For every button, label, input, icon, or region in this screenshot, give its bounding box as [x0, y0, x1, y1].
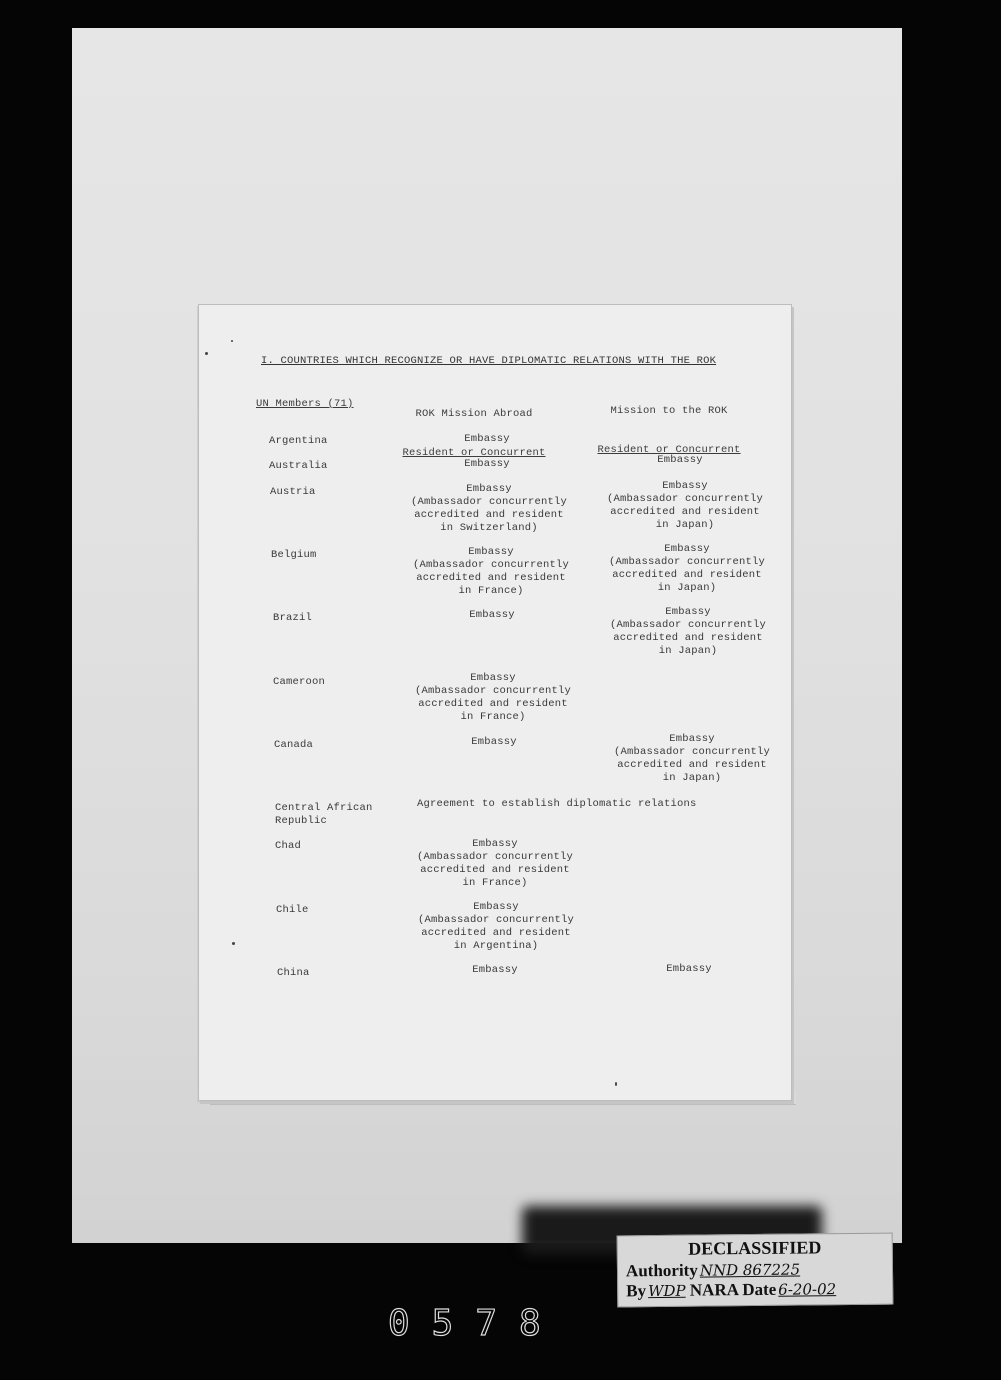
rok-mission-cell: Embassy — [464, 433, 510, 445]
stamp-nara-label: NARA Date — [689, 1279, 777, 1300]
header-un-members: UN Members (71) — [256, 398, 354, 410]
stamp-authority-value: NND 867225 — [699, 1260, 801, 1280]
section-title: I. COUNTRIES WHICH RECOGNIZE OR HAVE DIPLOMATIC RELATIONS WITH THE ROK — [261, 355, 717, 367]
stamp-authority-line — [626, 1260, 800, 1282]
stamp-date-value: 6-20-02 — [778, 1280, 837, 1299]
film-speck — [205, 352, 208, 355]
stamp-by-value: WDP — [647, 1281, 686, 1301]
country-cell: Chad — [275, 840, 302, 852]
country-cell: Belgium — [271, 549, 317, 561]
rok-mission-cell: Embassy (Ambassador concurrently accredited and resident in France) — [412, 546, 570, 597]
rok-mission-cell: Embassy (Ambassador concurrently accredited and resident in France) — [416, 838, 574, 889]
header-mission-to-rok-line2: Resident or Concurrent — [597, 444, 741, 456]
rok-mission-cell: Embassy — [471, 736, 517, 748]
mission-to-rok-cell: Embassy — [666, 963, 712, 975]
mission-to-rok-cell: Embassy — [657, 454, 703, 466]
film-speck — [231, 340, 233, 342]
country-cell: Central African Republic — [275, 802, 373, 827]
country-cell: Argentina — [269, 435, 328, 447]
mission-to-rok-cell: Embassy (Ambassador concurrently accredited and resident in Japan) — [608, 543, 766, 594]
film-speck — [232, 942, 235, 945]
header-rok-mission-line2: Resident or Concurrent — [402, 447, 546, 459]
country-cell: Cameroon — [273, 676, 326, 688]
document-sheet — [198, 304, 792, 1101]
rok-mission-cell: Embassy (Ambassador concurrently accredited and resident in France) — [414, 672, 572, 723]
rok-mission-cell: Embassy — [469, 609, 515, 621]
country-cell: Austria — [270, 486, 316, 498]
rok-mission-cell: Embassy (Ambassador concurrently accredited and resident in Argentina) — [417, 901, 575, 952]
film-speck — [615, 1082, 617, 1086]
rok-mission-cell: Embassy (Ambassador concurrently accredited and resident in Switzerland) — [410, 483, 568, 534]
header-mission-to-rok — [569, 379, 769, 483]
country-cell: Australia — [269, 460, 328, 472]
country-cell: Chile — [276, 904, 309, 916]
stamp-by-label: By — [626, 1281, 647, 1301]
rok-mission-cell: Embassy — [472, 964, 518, 976]
header-mission-to-rok-line1: Mission to the ROK — [610, 405, 728, 417]
header-rok-mission-line1: ROK Mission Abroad — [415, 408, 533, 420]
rok-mission-cell: Embassy — [464, 458, 510, 470]
stamp-authority-label: Authority — [625, 1260, 698, 1281]
mission-to-rok-cell: Embassy (Ambassador concurrently accredited and resident in Japan) — [606, 480, 764, 531]
rok-mission-cell: Agreement to establish diplomatic relations — [417, 798, 697, 810]
mission-to-rok-cell: Embassy (Ambassador concurrently accredited and resident in Japan) — [609, 606, 767, 657]
mission-to-rok-cell: Embassy (Ambassador concurrently accredited and resident in Japan) — [613, 733, 771, 784]
country-cell: Canada — [274, 739, 314, 751]
country-cell: Brazil — [273, 612, 313, 624]
declassified-stamp — [617, 1233, 894, 1308]
stamp-title: DECLASSIFIED — [688, 1237, 822, 1259]
frame-number: 0578 — [388, 1303, 563, 1344]
country-cell: China — [277, 967, 310, 979]
stamp-by-line — [626, 1279, 836, 1301]
